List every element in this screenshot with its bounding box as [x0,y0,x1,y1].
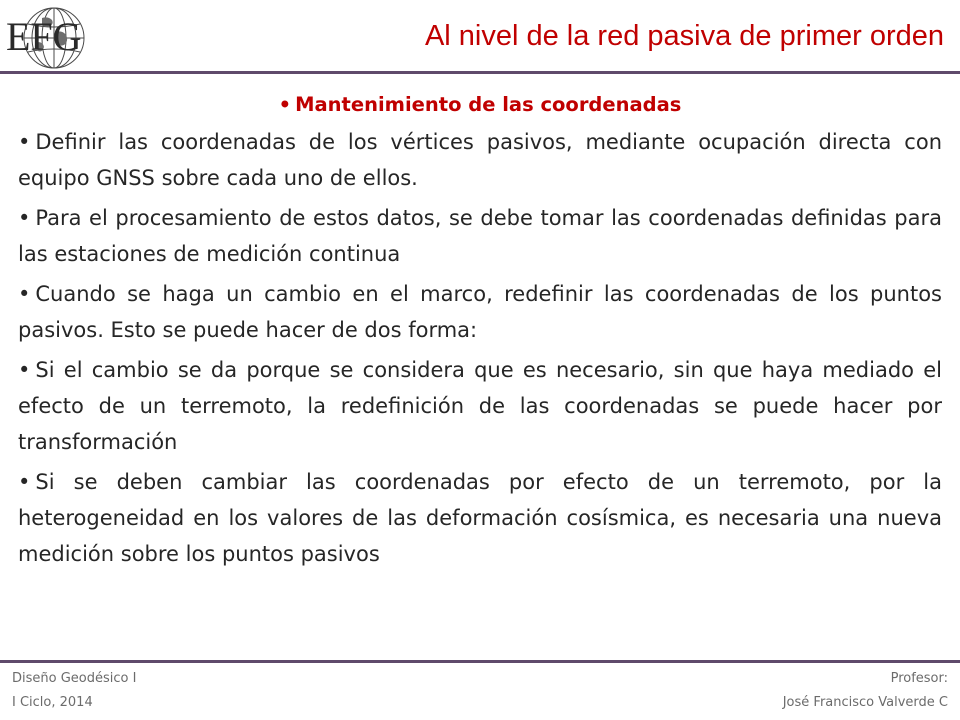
logo-text: EFG [6,14,82,59]
footer-professor-info [783,667,948,715]
footer-professor-name: José Francisco Valverde C [782,695,948,710]
section-heading [18,88,942,122]
globe-logo-icon [2,2,120,72]
footer-divider [0,660,960,663]
bullet-text: Definir las coordenadas de los vértices pasivos, mediante ocupación directa con equipo GNSS sobre cada uno de ellos. [18,130,942,190]
bullet-dot: • [18,358,31,382]
section-heading-text: Mantenimiento de las coordenadas [295,93,682,116]
bullet-item [18,352,942,460]
bullet-list [18,124,942,572]
bullet-text: Si se deben cambiar las coordenadas por efecto de un terremoto, por la heterogeneidad en los valores de las deformación cosísmica, es necesaria una nueva medición sobre los puntos pasivos [18,470,942,566]
bullet-text: Si el cambio se da porque se considera que es necesario, sin que haya mediado el efecto de un terremoto, la redefinición de las coordenadas se puede hacer por transformación [18,358,942,454]
bullet-dot: • [18,470,31,494]
bullet-dot: • [18,206,31,230]
slide-content [18,88,942,576]
bullet-text: Para el procesamiento de estos datos, se debe tomar las coordenadas definidas para las estaciones de medición continua [18,206,942,266]
bullet-text: Cuando se haga un cambio en el marco, redefinir las coordenadas de los puntos pasivos. Esto se puede hacer de dos forma: [18,282,942,342]
footer-term: I Ciclo, 2014 [12,695,93,710]
slide-title: Al nivel de la red pasiva de primer orden [424,20,944,52]
bullet-dot: • [18,130,31,154]
bullet-dot: • [278,93,292,116]
header-divider [0,71,960,74]
bullet-dot: • [18,282,31,306]
footer-course: Diseño Geodésico I [12,671,137,686]
bullet-item [18,200,942,272]
efg-logo [2,2,120,72]
bullet-item [18,124,942,196]
footer-course-info [12,667,136,715]
bullet-item [18,276,942,348]
bullet-item [18,464,942,572]
footer-professor-label: Profesor: [890,671,948,686]
